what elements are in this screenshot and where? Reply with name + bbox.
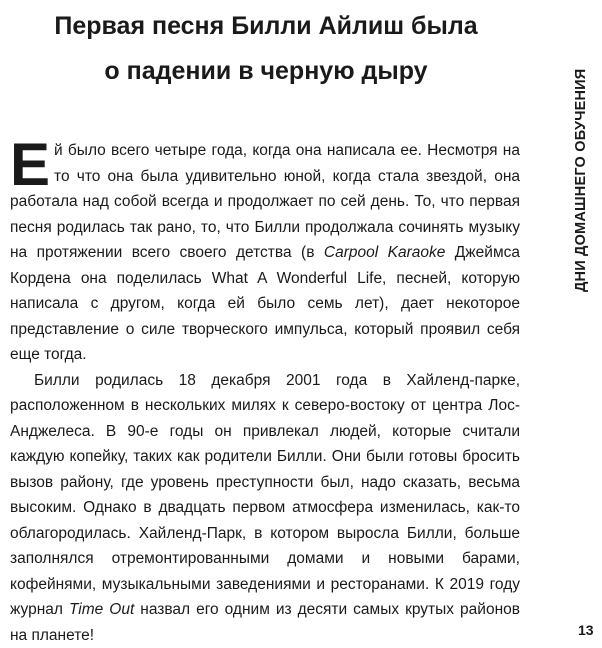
paragraph-2 xyxy=(10,368,520,648)
page-number: 13 xyxy=(578,622,594,638)
paragraph-1 xyxy=(10,138,520,368)
running-header-vertical: ДНИ ДОМАШНЕГО ОБУЧЕНИЯ xyxy=(568,84,594,292)
paragraph-1-text-b: Джеймса Кордена она поделилась What A Wonderful Life, песней, которую написала с другом, когда ей было семь лет), дает некоторое представление о силе творческого импульса, который проявил себя еще тогда. xyxy=(10,244,520,363)
body-text xyxy=(10,138,520,648)
paragraph-1-text-a: й было всего четыре года, когда она написала ее. Несмотря на то что она была удивительно юной, когда стала звездой, она работала над собой всегда и продолжает по сей день. То, что первая песня родилась так рано, то, что Билли продолжала сочинять музыку на протяжении всего своего детства (в xyxy=(10,142,520,261)
drop-cap: Е xyxy=(10,142,50,188)
paragraph-2-text-a: Билли родилась 18 декабря 2001 года в Хайленд-парке, расположенном в нескольких милях к северо-востоку от центра Лос-Анджелеса. В 90-е годы он привлекал людей, которые считали каждую копейку, таких как родители Билли. Они были готовы бросить вызов району, где уровень преступности был, надо сказать, весьма высоким. Однако в двадцать первом атмосфера изменилась, как-то облагородилась. Хайленд-Парк, в котором выросла Билли, больше заполнялся отремонтированными домами и новыми барами, кофейнями, музыкальными заведениями и ресторанами. К 2019 году журнал xyxy=(10,372,520,619)
paragraph-2-text-b: назвал его одним из десяти самых крутых районов на планете! xyxy=(10,601,520,644)
paragraph-2-emphasis: Time Out xyxy=(69,601,134,618)
page-title-line-1: Первая песня Билли Айлиш была xyxy=(10,4,522,49)
page-title-line-2: о падении в черную дыру xyxy=(10,49,522,94)
page-title xyxy=(10,4,522,94)
paragraph-1-emphasis: Carpool Karaoke xyxy=(324,244,445,261)
